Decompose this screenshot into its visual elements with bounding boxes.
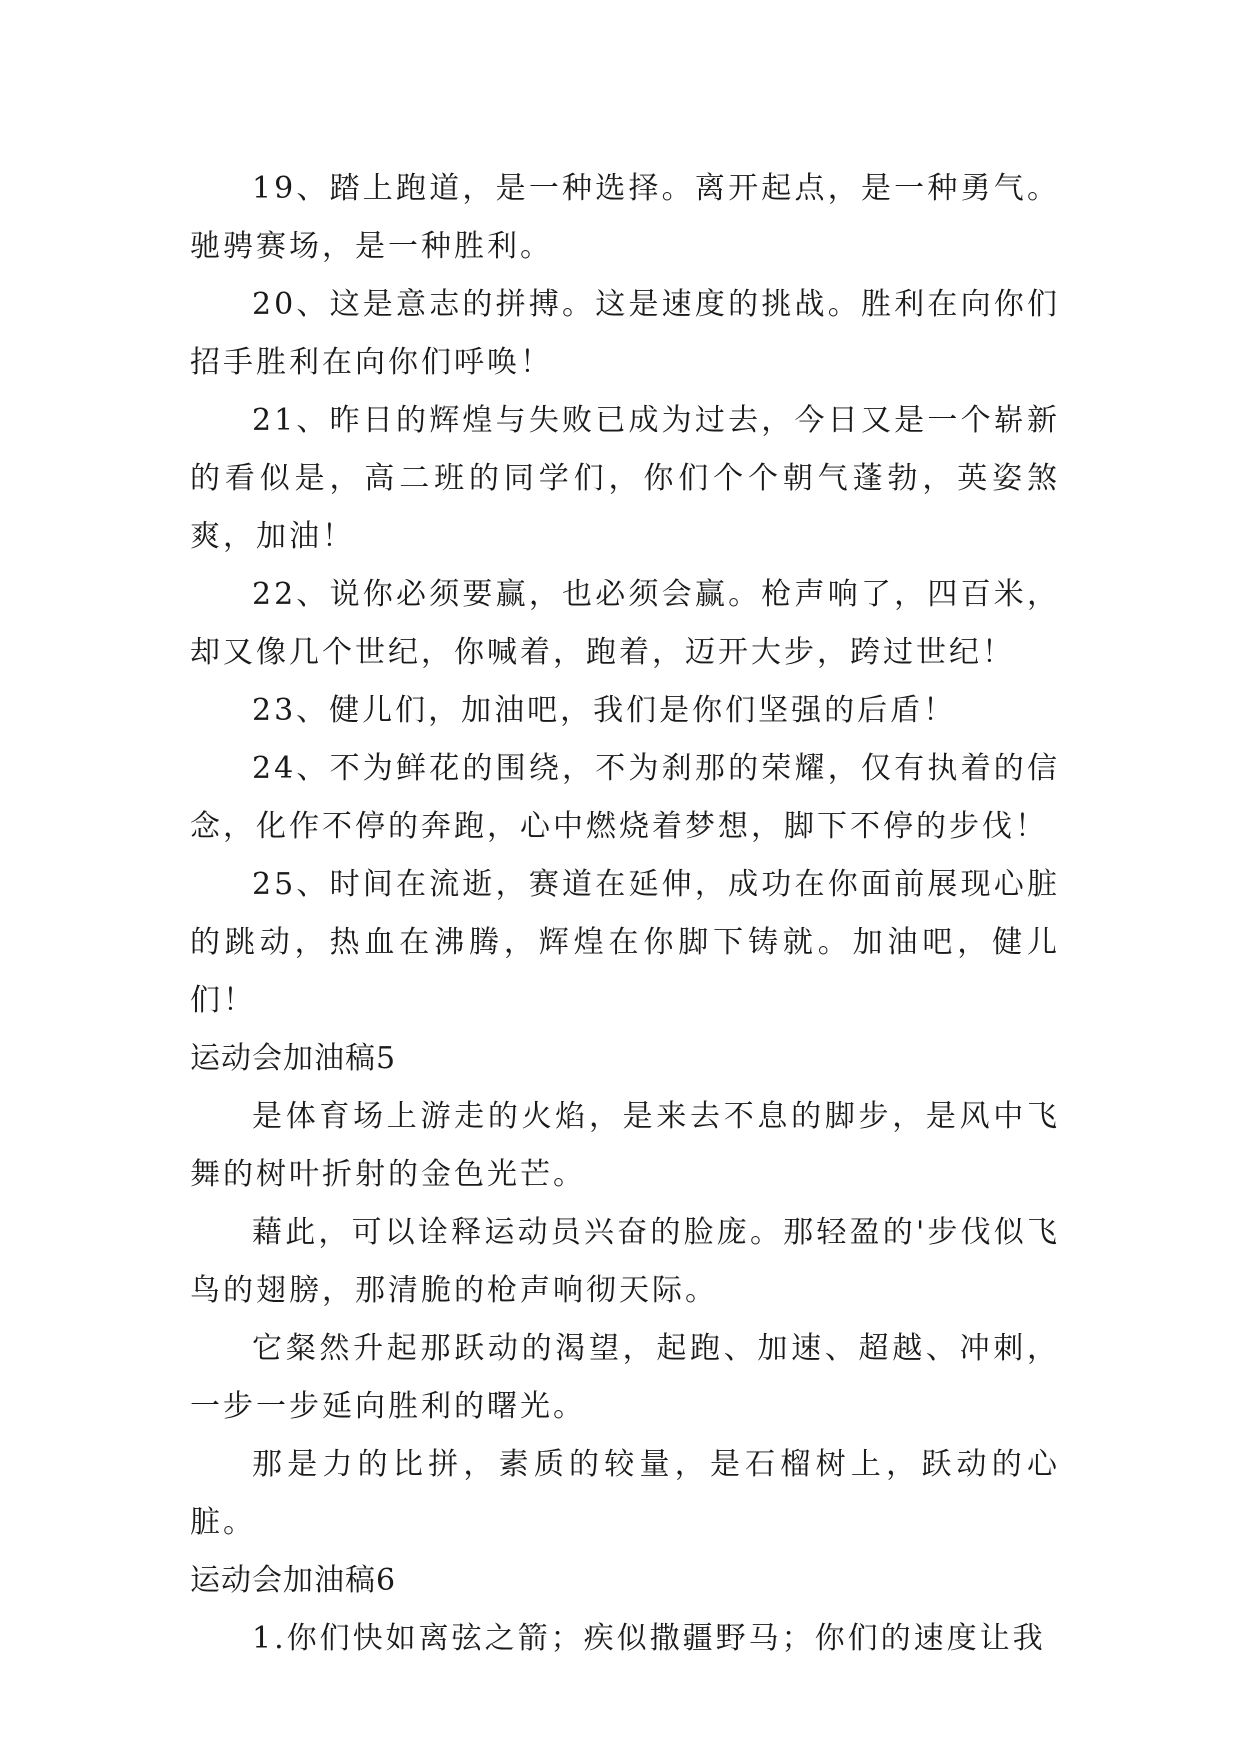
paragraph-19: 19、踏上跑道，是一种选择。离开起点，是一种勇气。驰骋赛场，是一种胜利。 — [190, 171, 1060, 264]
paragraph-22: 22、说你必须要赢，也必须会赢。枪声响了，四百米，却又像几个世纪，你喊着，跑着，迈开大步，跨过世纪！ — [190, 577, 1060, 670]
section-heading-5: 运动会加油稿5 — [190, 1041, 397, 1076]
paragraph-21: 21、昨日的辉煌与失败已成为过去，今日又是一个崭新的看似是，高二班的同学们，你们个个朝气蓬勃，英姿煞爽，加油！ — [190, 403, 1060, 554]
section-heading-6: 运动会加油稿6 — [190, 1563, 397, 1598]
paragraph-s5-4: 那是力的比拼，素质的较量，是石榴树上，跃动的心脏。 — [190, 1447, 1060, 1540]
paragraph-24: 24、不为鲜花的围绕，不为刹那的荣耀，仅有执着的信念，化作不停的奔跑，心中燃烧着梦想，脚下不停的步伐！ — [190, 751, 1060, 844]
paragraph-s5-3: 它粲然升起那跃动的渴望，起跑、加速、超越、冲刺，一步一步延向胜利的曙光。 — [190, 1331, 1060, 1424]
paragraph-s5-2: 藉此，可以诠释运动员兴奋的脸庞。那轻盈的'步伐似飞鸟的翅膀，那清脆的枪声响彻天际。 — [190, 1215, 1060, 1308]
document-body — [190, 160, 1060, 1668]
paragraph-25: 25、时间在流逝，赛道在延伸，成功在你面前展现心脏的跳动，热血在沸腾，辉煌在你脚下铸就。加油吧，健儿们！ — [190, 867, 1060, 1018]
paragraph-20: 20、这是意志的拼搏。这是速度的挑战。胜利在向你们招手胜利在向你们呼唤！ — [190, 287, 1060, 380]
paragraph-23: 23、健儿们，加油吧，我们是你们坚强的后盾！ — [252, 693, 957, 728]
paragraph-s5-1: 是体育场上游走的火焰，是来去不息的脚步，是风中飞舞的树叶折射的金色光芒。 — [190, 1099, 1060, 1192]
paragraph-s6-1: 1.你们快如离弦之箭；疾似撒疆野马；你们的速度让我 — [252, 1621, 1046, 1656]
